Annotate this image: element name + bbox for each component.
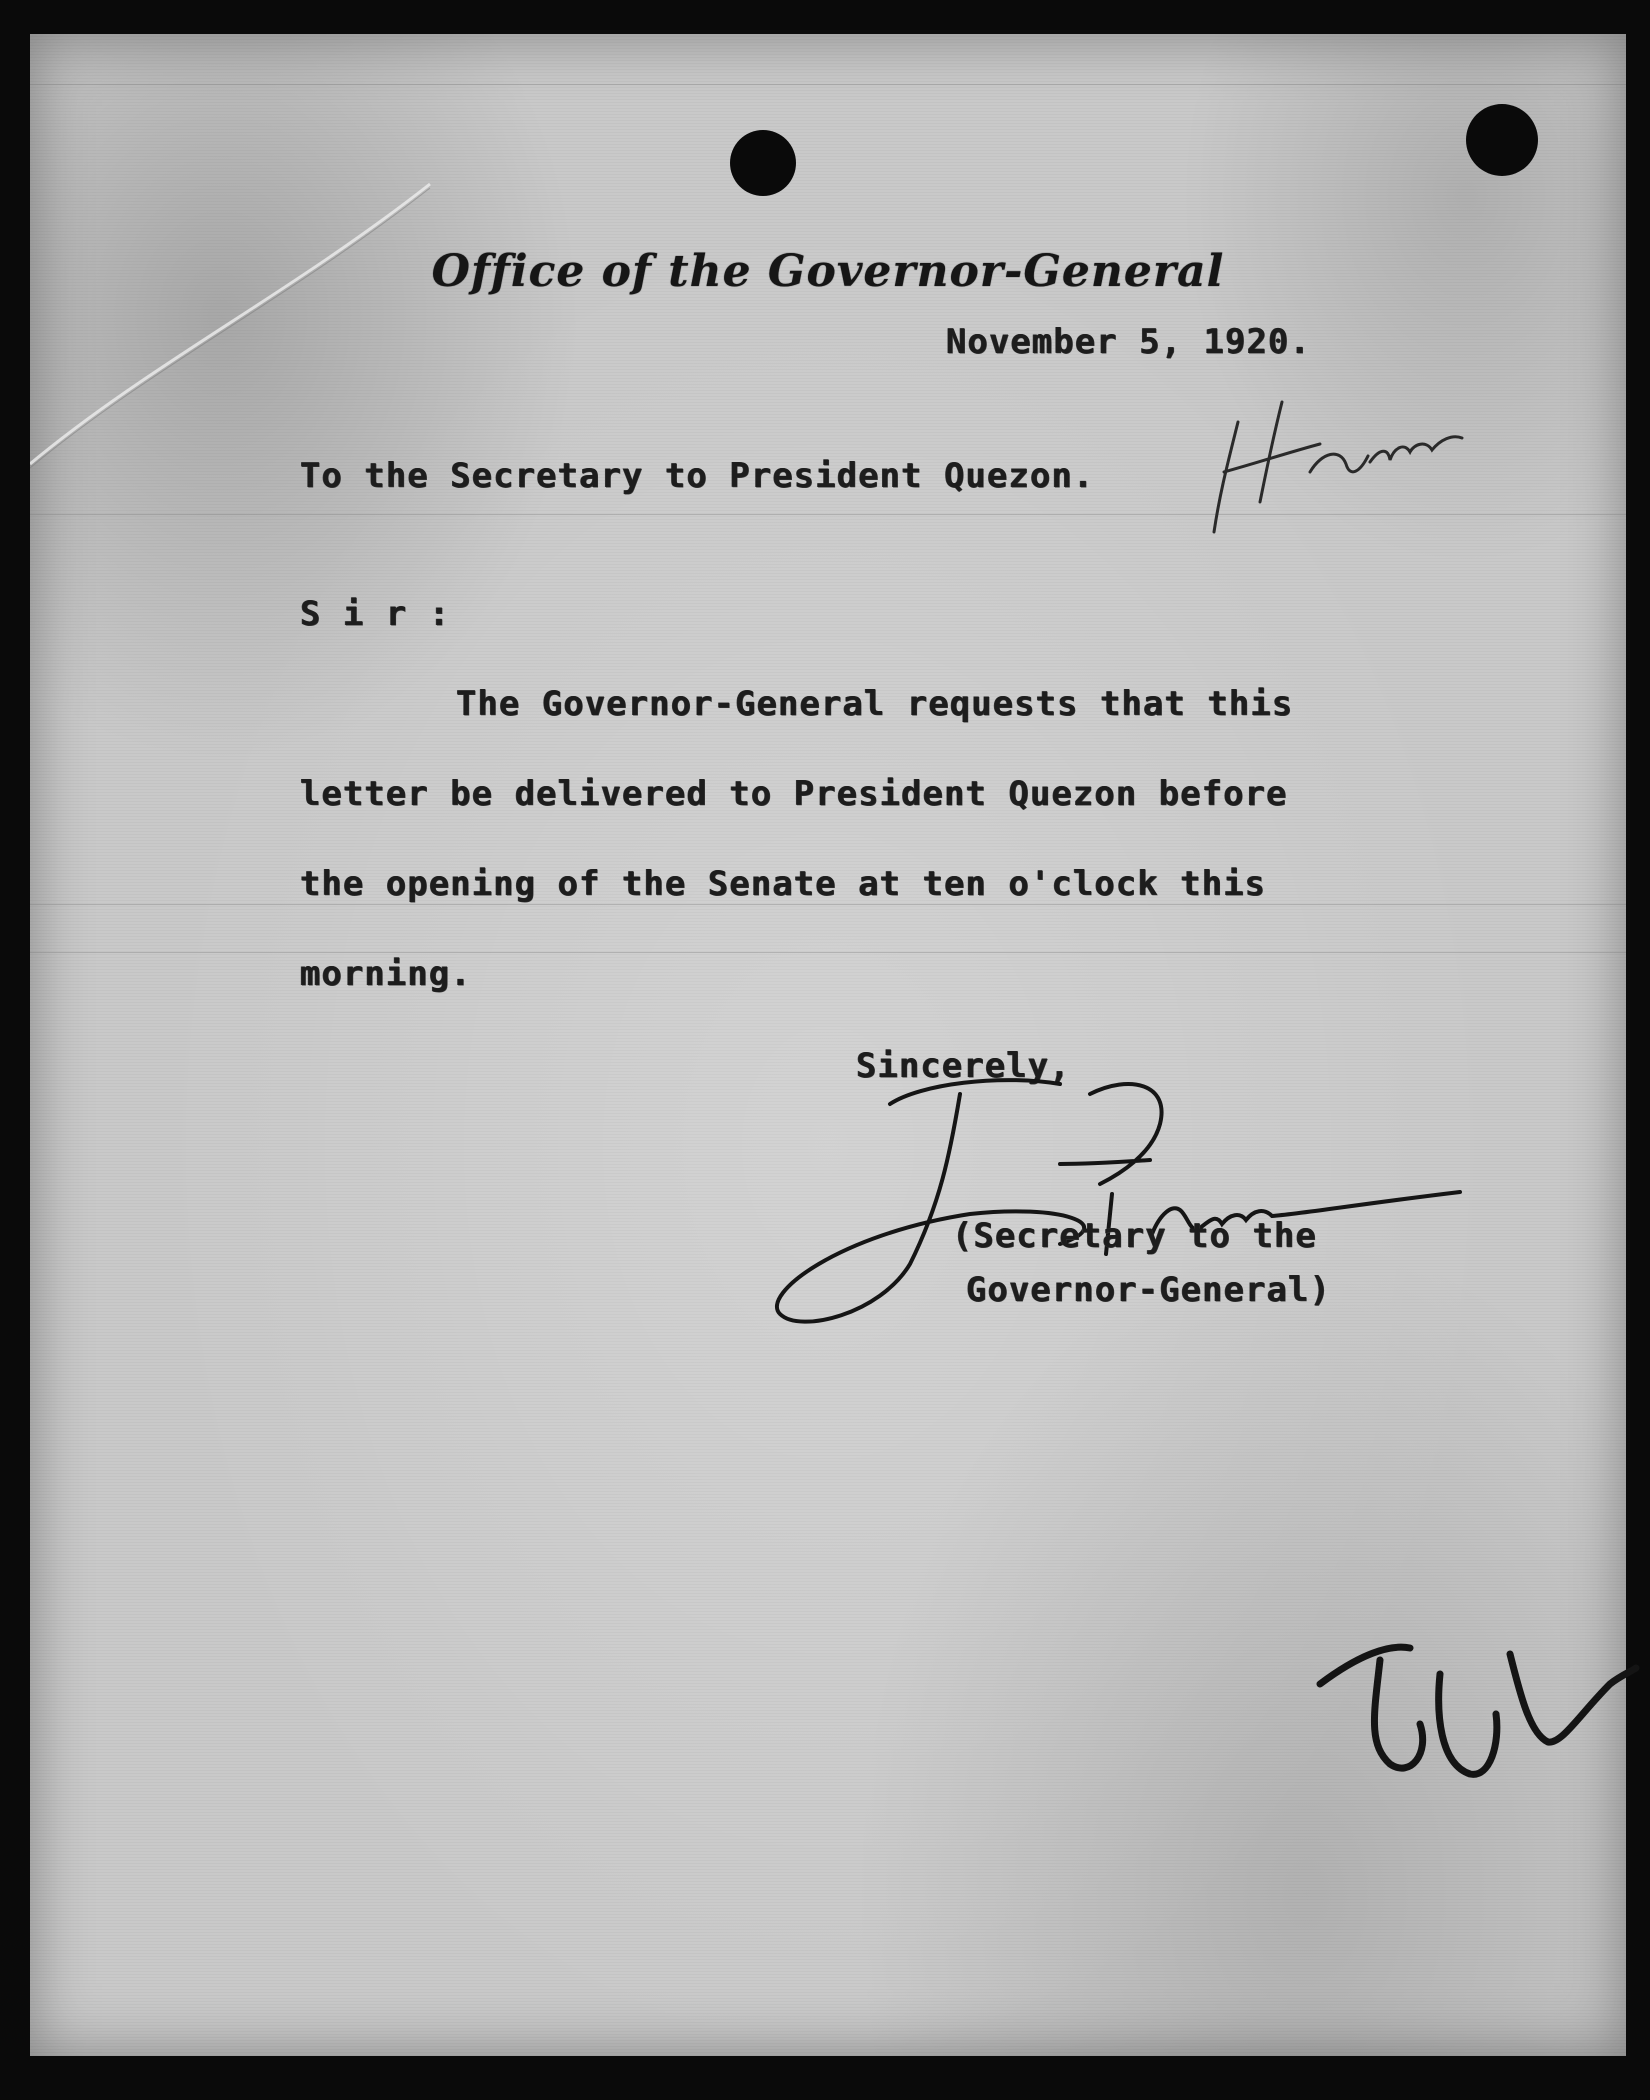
body-line: the opening of the Senate at ten o'clock this [300, 864, 1267, 904]
body-line: letter be delivered to President Quezon before [300, 774, 1288, 814]
letter-date: November 5, 1920. [946, 322, 1311, 362]
closing: Sincerely, [856, 1046, 1071, 1086]
addressee-line: To the Secretary to President Quezon. [300, 456, 1095, 496]
margin-note-handwriting [1200, 352, 1470, 552]
salutation: S i r : [300, 594, 451, 634]
body-line: morning. [300, 954, 472, 994]
body-line: The Governor-General requests that this [456, 684, 1294, 724]
letterhead: Office of the Governor-General [431, 246, 1225, 297]
punch-hole [1466, 104, 1538, 176]
signer-title-line: Governor-General) [966, 1270, 1331, 1310]
paper-rule-line [30, 904, 1626, 905]
signer-title-line: (Secretary to the [952, 1216, 1317, 1256]
punch-hole [730, 130, 796, 196]
filing-note-handwriting [1280, 1564, 1640, 1814]
paper-rule-line [30, 952, 1626, 953]
letter-page [30, 34, 1626, 2056]
